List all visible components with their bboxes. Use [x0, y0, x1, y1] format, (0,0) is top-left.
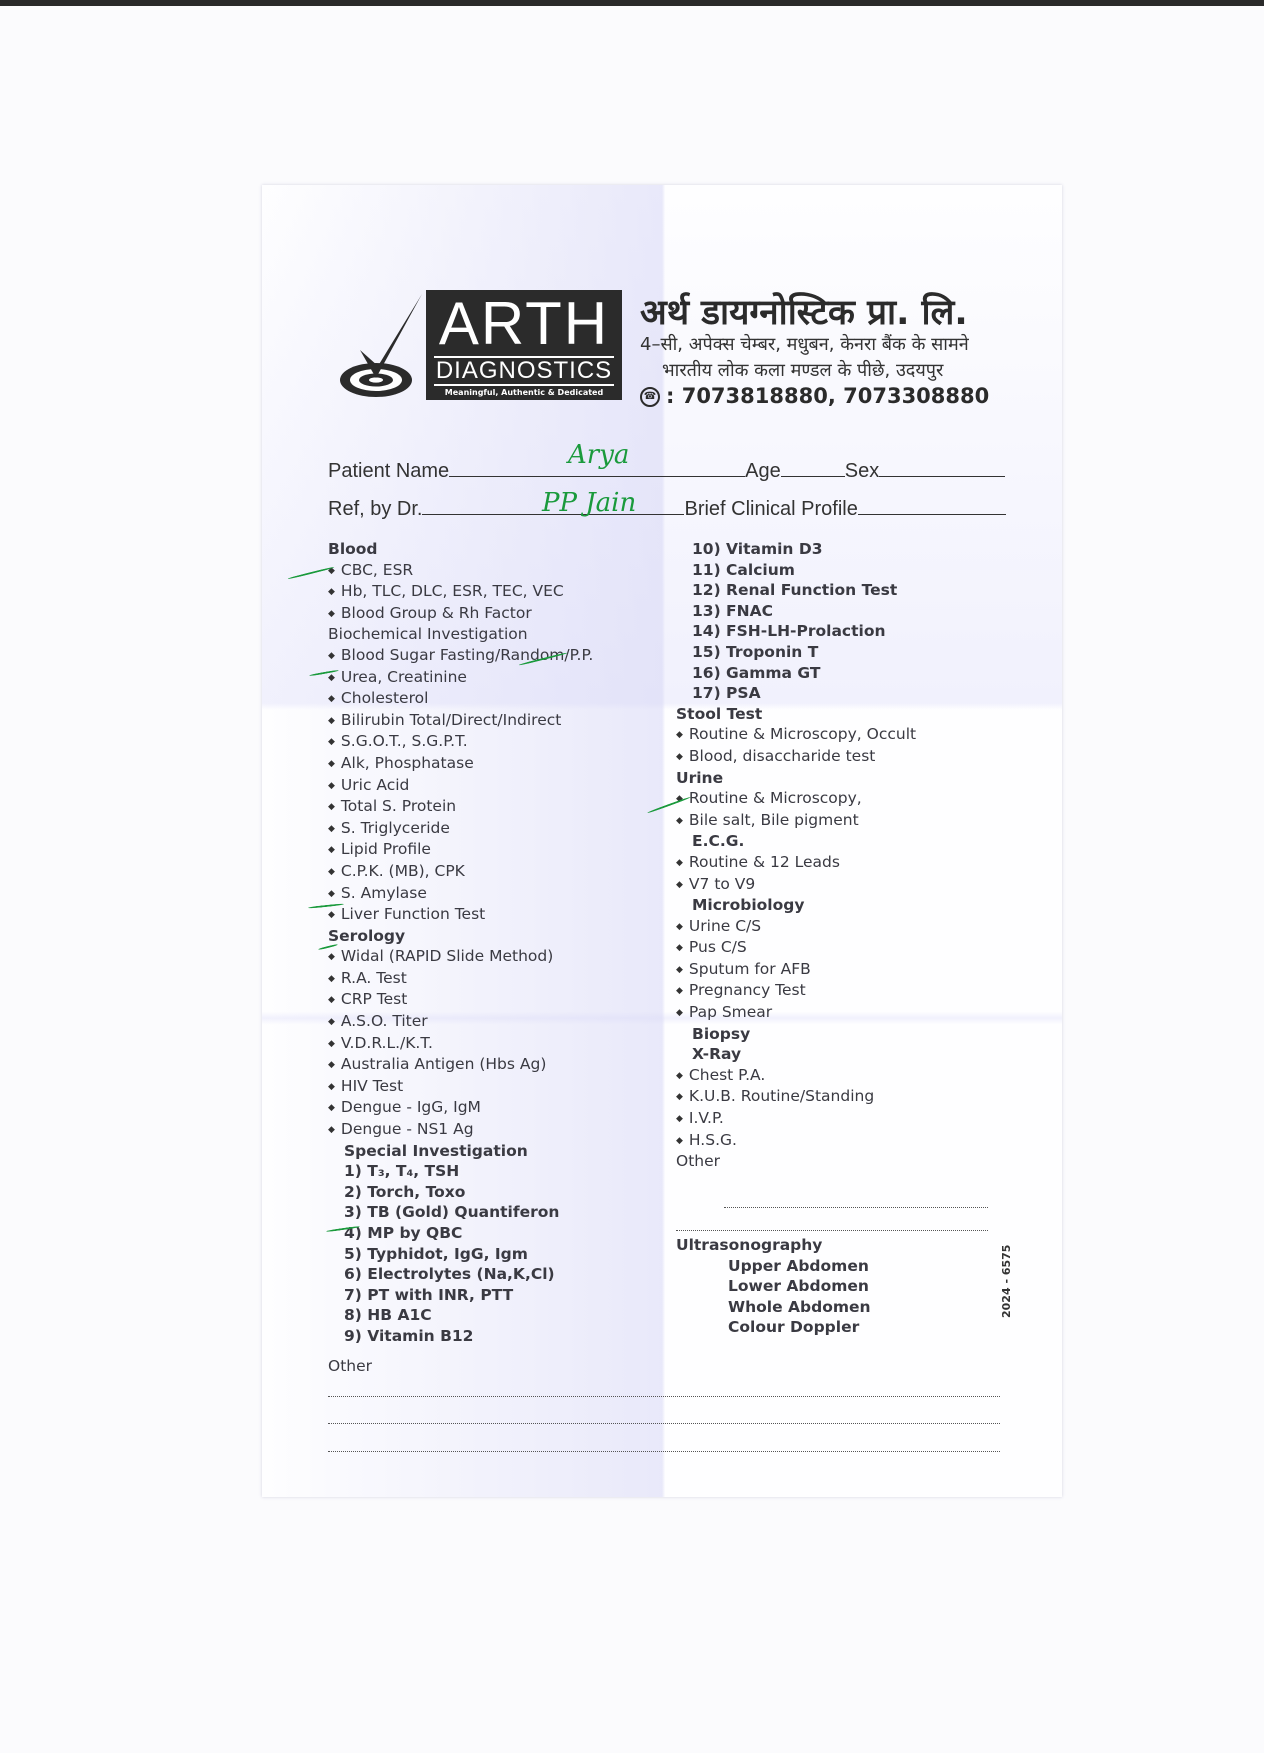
- age-line: [781, 458, 845, 477]
- sex-line: [879, 458, 1005, 477]
- brand-logo: [426, 290, 622, 400]
- test-item: 12) Renal Function Test: [692, 581, 898, 600]
- test-item: ◆ S. Triglyceride: [328, 818, 593, 840]
- test-item: ◆ V.D.R.L./K.T.: [328, 1033, 593, 1055]
- test-item: ◆ Blood Group & Rh Factor: [328, 603, 593, 625]
- test-item: 9) Vitamin B12: [344, 1326, 474, 1345]
- test-item: ◆ CRP Test: [328, 989, 593, 1011]
- age-label: Age: [745, 460, 781, 482]
- clinical-profile-label: Brief Clinical Profile: [684, 498, 858, 520]
- test-item: Other: [676, 1152, 721, 1171]
- patient-name-label: Patient Name: [328, 460, 450, 482]
- footer-other-label: Other: [328, 1357, 373, 1375]
- test-item: ◆ Bilirubin Total/Direct/Indirect: [328, 710, 593, 732]
- referral-field: [328, 496, 1006, 521]
- test-item: 14) FSH-LH-Prolaction: [692, 622, 886, 641]
- test-item: Biochemical Investigation: [328, 625, 528, 644]
- lab-phone: [640, 384, 989, 408]
- test-item: ◆ Pap Smear: [676, 1002, 916, 1024]
- test-item: 5) Typhidot, IgG, Igm: [344, 1244, 528, 1263]
- test-item: ◆ Uric Acid: [328, 775, 593, 797]
- other-line-1: [724, 1207, 988, 1208]
- test-item: ◆ C.P.K. (MB), CPK: [328, 861, 593, 883]
- test-item: 1) T₃, T₄, TSH: [344, 1162, 460, 1181]
- test-item: 15) Troponin T: [692, 642, 819, 661]
- usg-item: Whole Abdomen: [728, 1297, 871, 1316]
- footer-line-1: [328, 1396, 1000, 1397]
- test-item: 16) Gamma GT: [692, 663, 821, 682]
- test-item: ◆ Cholesterol: [328, 688, 593, 710]
- test-item: ◆ H.S.G.: [676, 1130, 916, 1152]
- test-item: ◆ S.G.O.T., S.G.P.T.: [328, 731, 593, 753]
- test-item: 2) Torch, Toxo: [344, 1182, 466, 1201]
- ultrasonography-title: Ultrasonography: [676, 1236, 823, 1254]
- test-item: ◆ S. Amylase: [328, 883, 593, 905]
- test-item: ◆ Pregnancy Test: [676, 980, 916, 1002]
- section-heading: X-Ray: [692, 1045, 742, 1064]
- test-item: ◆ Widal (RAPID Slide Method): [328, 946, 593, 968]
- sex-label: Sex: [844, 460, 880, 482]
- section-heading: Urine: [676, 768, 724, 787]
- form-serial-number: 2024 - 6575: [1000, 1244, 1013, 1318]
- test-item: ◆ Blood Sugar Fasting/Random/P.P.: [328, 645, 593, 667]
- clinical-profile-line: [858, 496, 1006, 515]
- test-item: 10) Vitamin D3: [692, 540, 823, 558]
- handwritten-doctor-name: PP Jain: [542, 488, 637, 518]
- logo-tagline: Meaningful, Authentic & Dedicated: [444, 388, 604, 397]
- section-heading: Serology: [328, 926, 406, 945]
- test-item: ◆ Dengue - NS1 Ag: [328, 1119, 593, 1141]
- test-item: ◆ Urea, Creatinine: [328, 667, 593, 689]
- test-item: ◆ A.S.O. Titer: [328, 1011, 593, 1033]
- usg-item: Upper Abdomen: [728, 1256, 869, 1275]
- test-item: 6) Electrolytes (Na,K,Cl): [344, 1265, 555, 1284]
- test-item: ◆ Australia Antigen (Hbs Ag): [328, 1054, 593, 1076]
- left-test-column: [328, 539, 593, 1347]
- section-heading: Biopsy: [692, 1024, 751, 1043]
- usg-item: Lower Abdomen: [728, 1277, 869, 1296]
- lab-address: [640, 332, 969, 384]
- test-item: ◆ Dengue - IgG, IgM: [328, 1097, 593, 1119]
- test-item: ◆ Chest P.A.: [676, 1065, 916, 1087]
- section-heading: E.C.G.: [692, 832, 745, 851]
- test-item: ◆ Blood, disaccharide test: [676, 746, 916, 768]
- section-heading: Microbiology: [692, 896, 805, 915]
- test-item: ◆ HIV Test: [328, 1076, 593, 1098]
- test-item: ◆ R.A. Test: [328, 968, 593, 990]
- section-heading: Stool Test: [676, 704, 763, 723]
- footer-line-2: [328, 1423, 1000, 1424]
- scan-edge: [0, 0, 1264, 6]
- test-item: ◆ Bile salt, Bile pigment: [676, 810, 916, 832]
- test-item: 3) TB (Gold) Quantiferon: [344, 1203, 560, 1222]
- test-item: 8) HB A1C: [344, 1306, 432, 1325]
- phone-numbers: : 7073818880, 7073308880: [666, 384, 990, 408]
- right-test-column: [676, 539, 916, 1172]
- test-item: ◆ I.V.P.: [676, 1108, 916, 1130]
- patient-name-field: [328, 458, 1005, 483]
- ref-label: Ref, by Dr.: [328, 498, 423, 520]
- handwritten-patient-name: Arya: [568, 440, 630, 470]
- test-item: 4) MP by QBC: [344, 1224, 463, 1242]
- lab-name-hindi: अर्थ डायग्नोस्टिक प्रा. लि.: [640, 293, 968, 333]
- test-item: ◆ Pus C/S: [676, 937, 916, 959]
- address-line-1: 4–सी, अपेक्स चेम्बर, मधुबन, केनरा बैंक के सामने: [640, 334, 969, 355]
- test-item: ◆ Hb, TLC, DLC, ESR, TEC, VEC: [328, 581, 593, 603]
- test-item: ◆ Lipid Profile: [328, 839, 593, 861]
- footer-line-3: [328, 1451, 1000, 1452]
- test-item: ◆ V7 to V9: [676, 874, 916, 896]
- test-item: 13) FNAC: [692, 601, 773, 620]
- test-item: ◆ Alk, Phosphatase: [328, 753, 593, 775]
- test-item: ◆ Total S. Protein: [328, 796, 593, 818]
- test-item: ◆ Routine & Microscopy,: [676, 788, 916, 810]
- test-item: ◆ K.U.B. Routine/Standing: [676, 1086, 916, 1108]
- section-heading: Blood: [328, 540, 378, 558]
- ultrasonography-section: [676, 1235, 871, 1338]
- test-item: ◆ Urine C/S: [676, 916, 916, 938]
- test-item: ◆ Routine & Microscopy, Occult: [676, 724, 916, 746]
- address-line-2: भारतीय लोक कला मण्डल के पीछे, उदयपुर: [662, 360, 944, 381]
- usg-item: Colour Doppler: [728, 1318, 860, 1337]
- other-line-2: [676, 1230, 988, 1231]
- test-item: ◆ Sputum for AFB: [676, 959, 916, 981]
- test-item: 11) Calcium: [692, 560, 795, 579]
- section-heading: Special Investigation: [344, 1141, 528, 1160]
- test-item: 17) PSA: [692, 684, 761, 703]
- target-check-logo-icon: [338, 292, 428, 402]
- test-item: ◆ CBC, ESR: [328, 560, 593, 582]
- test-item: ◆ Liver Function Test: [328, 904, 593, 926]
- test-item: 7) PT with INR, PTT: [344, 1285, 514, 1304]
- logo-text-diagnostics: DIAGNOSTICS: [435, 357, 613, 384]
- phone-icon: ☎: [640, 387, 660, 407]
- logo-text-arth: ARTH: [438, 290, 610, 357]
- test-item: ◆ Routine & 12 Leads: [676, 852, 916, 874]
